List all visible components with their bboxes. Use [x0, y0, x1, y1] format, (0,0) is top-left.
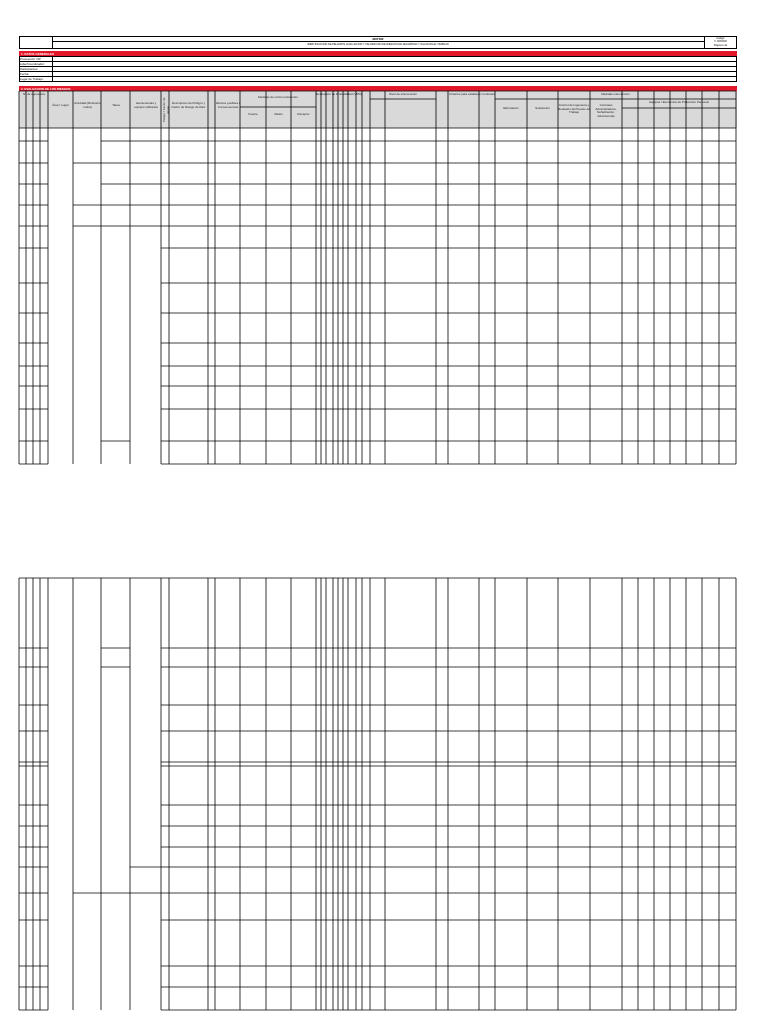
document-title: MATRIZ	[372, 37, 384, 41]
col-criterios: Criterios para establecer controles	[449, 92, 495, 96]
col-medidas-fuente: Fuente	[248, 112, 258, 116]
document-version: V: 00/00/00	[714, 40, 727, 43]
col-actividad: Actividad (Rutina/no rutina)	[74, 101, 101, 109]
col-area: Área / Lugar	[52, 103, 69, 107]
col-descripcion: Descripción del Peligro y Factor de Riesgo de Raíz	[171, 101, 206, 109]
field-participantes: Participantes:	[20, 67, 39, 71]
col-sustitucion: Sustitución	[535, 106, 550, 110]
col-medidas: Medidas de control existentes	[258, 95, 298, 99]
field-lider: Lider/Coordinador:	[20, 62, 45, 66]
section2-title: 2. EVALUACION DE LOS RIESGOS	[21, 86, 71, 91]
document-page: Pagina 1 de	[713, 44, 728, 47]
col-epp: Equipos / Elementos de Protección Personal	[649, 100, 709, 104]
col-control-ingenieria: Control de Ingeniería y Rediseño del Puesto de Trabajo	[558, 103, 590, 115]
col-medidas-medio: Medio	[274, 112, 283, 116]
col-controles-admin: Controles Administrativos, Señalización, Advertencias	[595, 103, 617, 118]
col-efectos: Efectos posibles / Consecuencias	[216, 101, 240, 109]
col-eliminacion: Eliminación	[503, 106, 519, 110]
field-fecha: Fecha:	[20, 72, 30, 76]
col-herramientas: Herramientas y equipos utilizados	[134, 101, 158, 109]
document-code: Codigo:	[716, 37, 725, 40]
field-proceso: Proceso/Ar. OP:	[20, 57, 42, 61]
section1-title: 1. DATOS GENERALES	[21, 51, 55, 56]
col-tarea: Tarea	[112, 103, 120, 107]
col-medidas-intervencion: Medidas intervención	[601, 92, 630, 96]
col-medidas-receptor: Receptor	[297, 112, 310, 116]
document-subtitle: IDENTIFICACION DE PELIGROS, EVALUACION Y VALORACION DE RIESGOS DE SEGURIDAD Y SALUD EN EL TRABAJO	[307, 43, 449, 46]
field-lugar: Lugar de Trabajo:	[20, 77, 44, 81]
col-expuestos: Nº de expuestos	[23, 92, 45, 96]
col-nivel: Nivel de intervención	[389, 92, 417, 96]
col-peligro: Peligro / Factor de riesgo	[162, 97, 170, 123]
col-evaluacion: Evaluación de Probabilidad (VPR)	[316, 92, 362, 96]
